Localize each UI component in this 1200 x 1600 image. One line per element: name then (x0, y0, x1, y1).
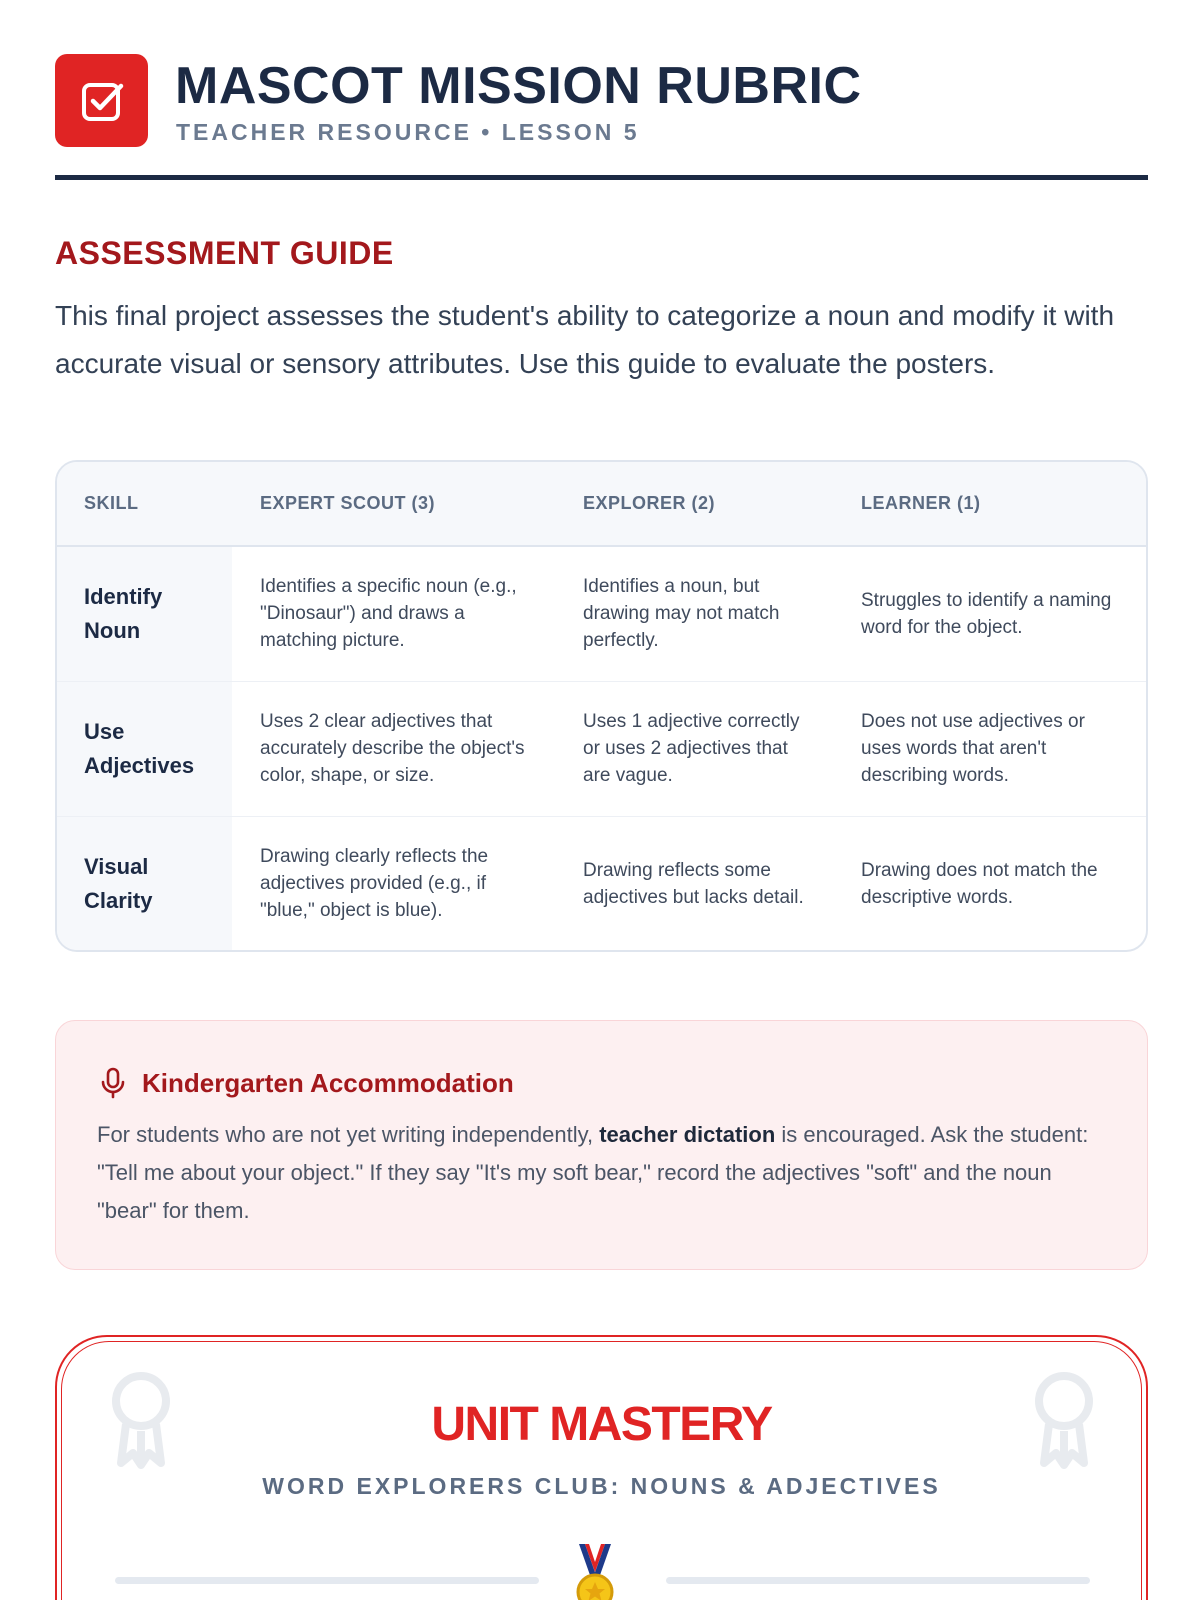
emphasis-text: teacher dictation (599, 1122, 776, 1147)
table-row (57, 546, 1146, 681)
accommodation-text: For students who are not yet writing independently, teacher dictation is encouraged. Ask the student: "Tell me about your object." If they say "It's my soft bear," record the adjectives "soft" and the noun "bear" for them. (97, 1122, 1089, 1223)
page-header (55, 54, 1148, 182)
header-explorer: EXPLORER (2) (555, 462, 833, 546)
skill-cell: Visual Clarity (57, 816, 232, 951)
accommodation-title: Kindergarten Accommodation (142, 1067, 514, 1098)
explorer-cell: Uses 1 adjective correctly or uses 2 adjectives that are vague. (555, 681, 833, 816)
expert-cell: Drawing clearly reflects the adjectives provided (e.g., if "blue," object is blue). (232, 816, 555, 951)
signature-line (115, 1577, 539, 1584)
rubric-header-row (57, 462, 1146, 546)
skill-cell: Identify Noun (57, 546, 232, 681)
explorer-cell: Identifies a noun, but drawing may not match perfectly. (583, 576, 780, 652)
checkbox-icon (77, 76, 127, 126)
header-expert-scout: EXPERT SCOUT (3) (232, 462, 555, 546)
table-row (57, 681, 1146, 816)
learner-cell: Struggles to identify a naming word for the object. (861, 589, 1112, 638)
expert-cell: Uses 2 clear adjectives that accurately describe the object's color, shape, or size. (232, 681, 555, 816)
certificate-title: UNIT MASTERY (431, 1398, 772, 1451)
learner-cell: Does not use adjectives or uses words that aren't describing words. (833, 681, 1146, 816)
table-row (57, 816, 1146, 951)
logo (55, 54, 148, 147)
medal-icon (575, 1544, 615, 1600)
accommodation-callout (55, 1020, 1148, 1270)
expert-cell: Identifies a specific noun (e.g., "Dinosaur") and draws a matching picture. (260, 576, 517, 652)
mastery-certificate (55, 1335, 1148, 1600)
signature-line (666, 1577, 1090, 1584)
rubric-table (55, 460, 1148, 952)
microphone-icon (98, 1067, 128, 1099)
header-divider (55, 175, 1148, 180)
certificate-subtitle: WORD EXPLORERS CLUB: NOUNS & ADJECTIVES (262, 1473, 941, 1499)
assessment-intro: This final project assesses the student's ability to categorize a noun and modify it with accurate visual or sensory attributes. Use this guide to evaluate the posters. (55, 300, 1115, 379)
header-skill: SKILL (57, 462, 232, 546)
learner-cell: Drawing does not match the descriptive words. (833, 816, 1146, 951)
page-title: MASCOT MISSION RUBRIC (175, 57, 862, 115)
header-learner: LEARNER (1) (833, 462, 1146, 546)
explorer-cell: Drawing reflects some adjectives but lacks detail. (555, 816, 833, 951)
skill-cell: Use Adjectives (57, 681, 232, 816)
page-subtitle: TEACHER RESOURCE • LESSON 5 (176, 119, 640, 145)
accommodation-header (98, 1063, 514, 1103)
assessment-heading: ASSESSMENT GUIDE (55, 235, 394, 271)
